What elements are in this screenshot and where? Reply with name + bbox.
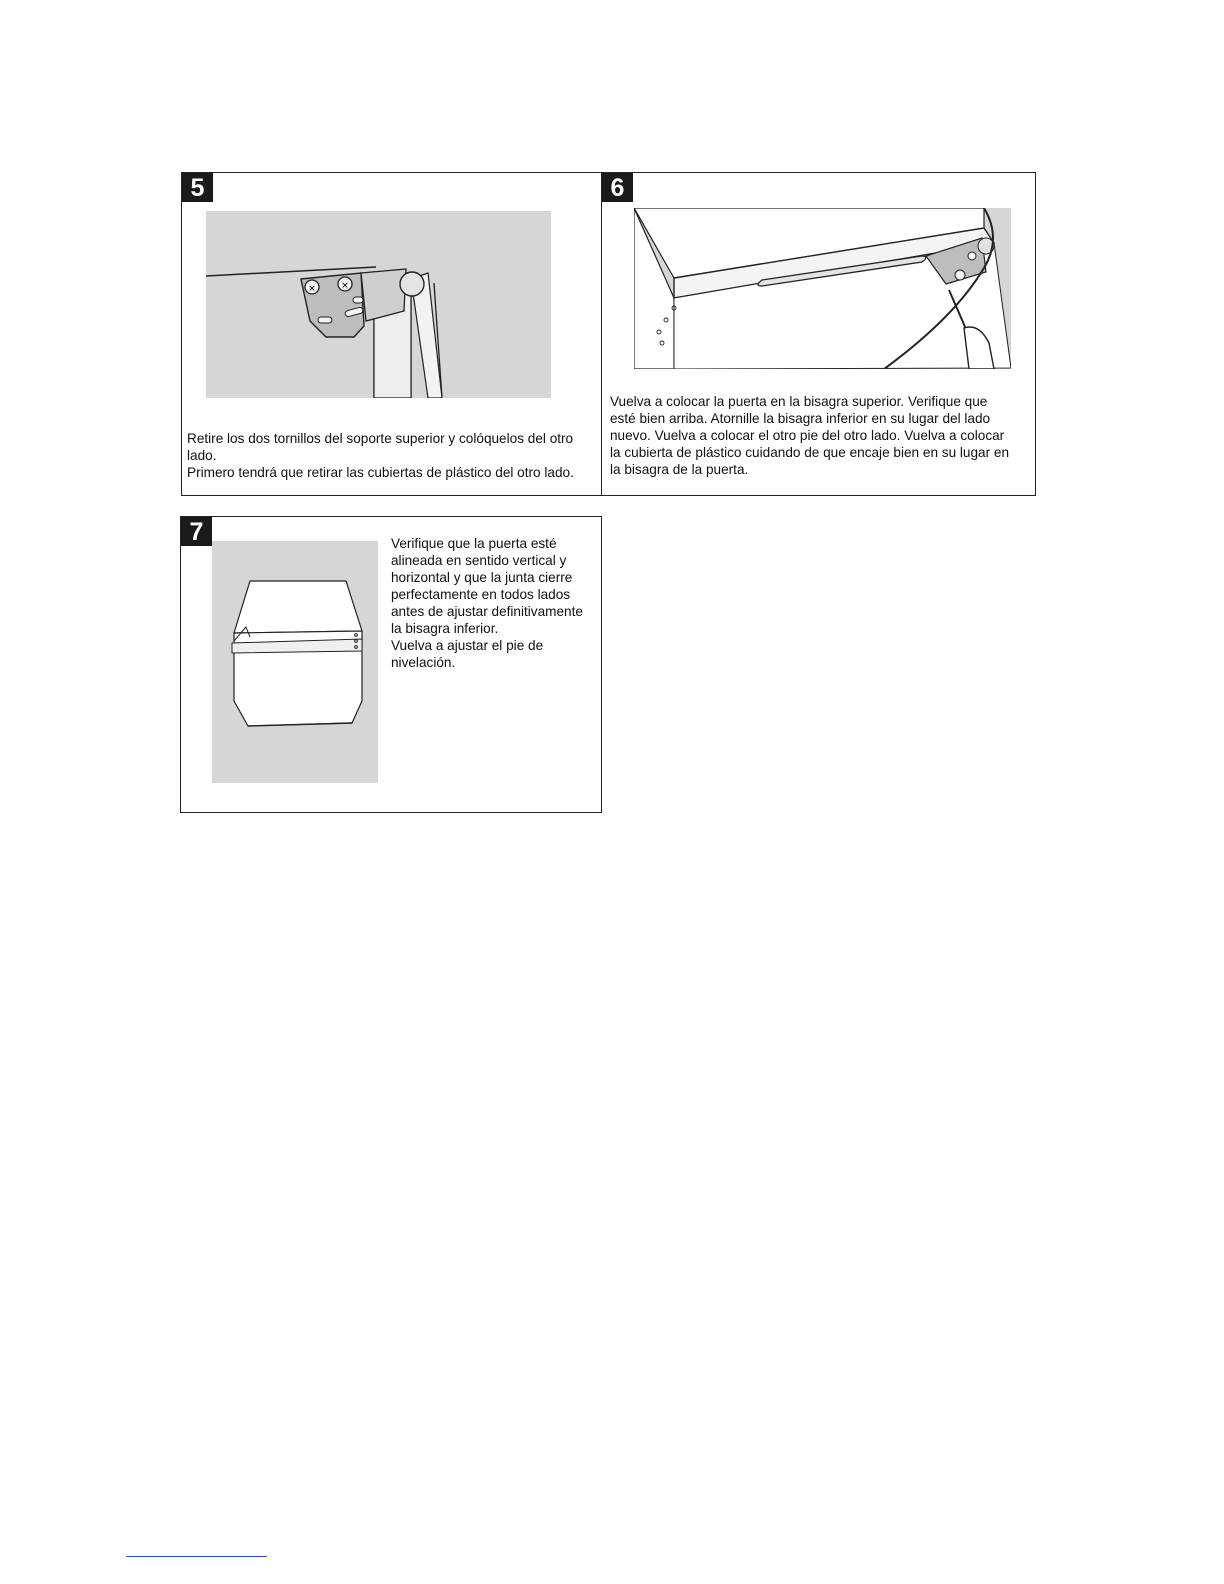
step-6-number: 6 [602,173,633,202]
step-7-instructions: Verifique que la puerta esté alineada en sentido vertical y horizontal y que la junta cierre perfectamente en todos lados antes de ajustar definitivamente la bisagra inferior. Vuelva a ajustar el pie de nivelación. [391,536,583,670]
svg-text:×: × [341,281,349,291]
hinge-bracket-illustration [206,211,551,398]
step-5-instructions: Retire los dos tornillos del soporte superior y colóquelos del otro lado. Primero tendrá que retirar las cubiertas de plástico del otro lado. [187,431,574,480]
step-7-panel [180,516,602,813]
step-5-panel [181,172,603,496]
door-alignment-illustration [212,541,378,783]
step-5-number: 5 [182,173,213,202]
step-6-panel [601,172,1036,496]
door-reinstall-illustration [634,208,1011,369]
svg-text:×: × [308,284,316,294]
footer-rule [126,1556,267,1557]
step-6-instructions: Vuelva a colocar la puerta en la bisagra superior. Verifique que esté bien arriba. Atornille la bisagra inferior en su lugar del lado nuevo. Vuelva a colocar el otro pie del otro lado. Vuelva a colocar la cubierta de plástico cuidando de que encaje bien en su lugar en la bisagra de la puerta. [610,394,1010,477]
step-7-number: 7 [181,517,212,546]
